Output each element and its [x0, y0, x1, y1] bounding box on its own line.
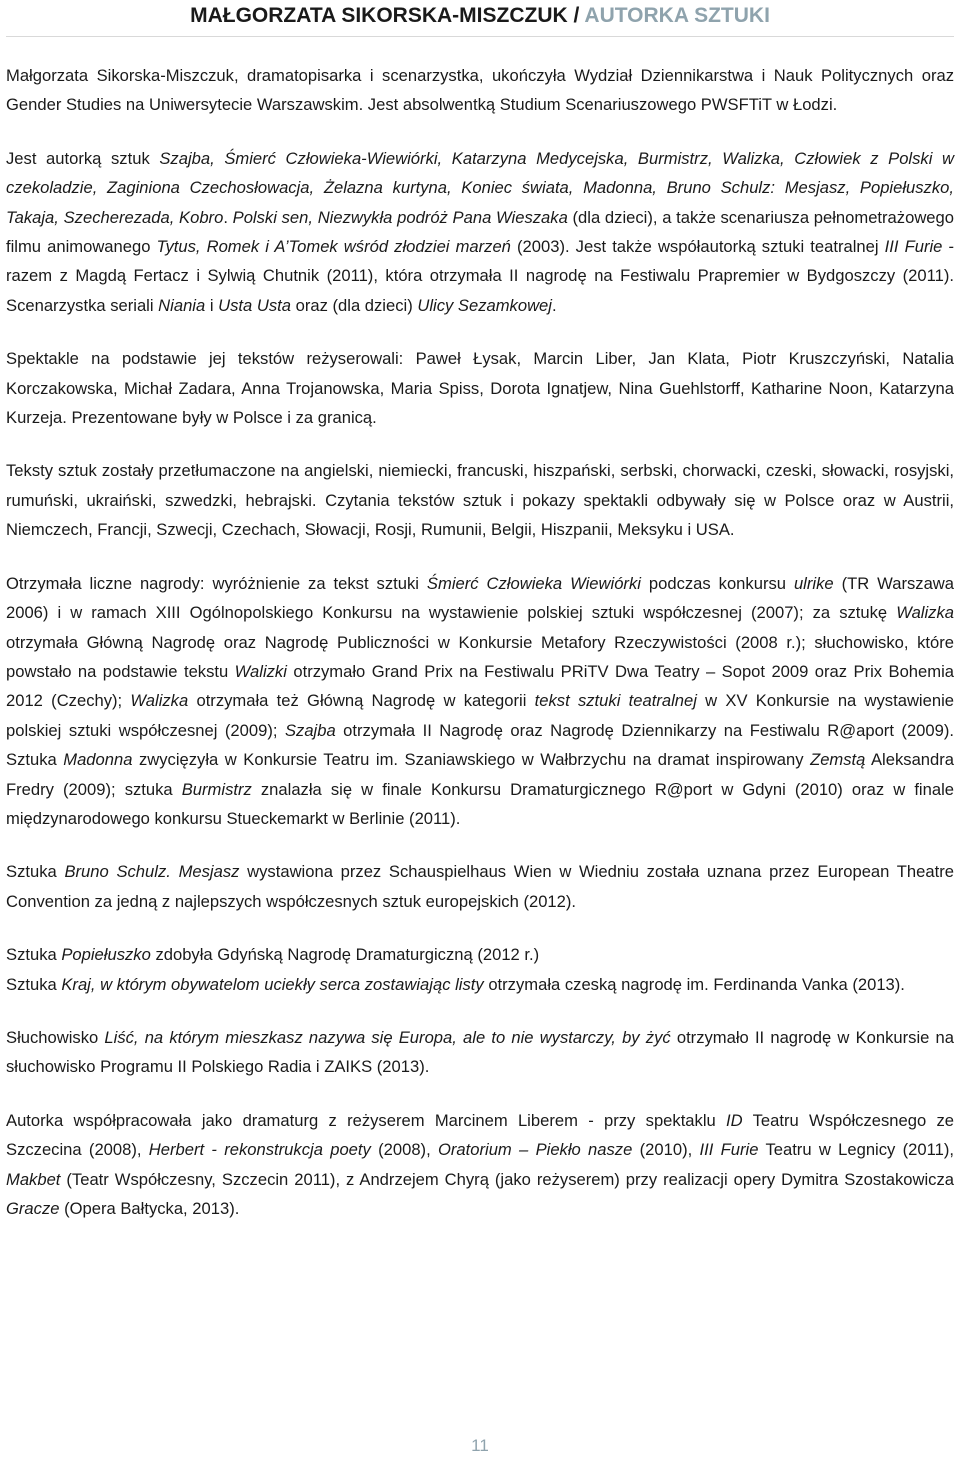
italic-title: III Furie	[699, 1140, 759, 1160]
text-run: Słuchowisko	[6, 1027, 105, 1047]
italic-title: Polski sen, Niezwykła podróż Pana Wieszaka	[232, 207, 568, 227]
text-run: Spektakle na podstawie jej tekstów reżyserowali: Paweł Łysak, Marcin Liber, Jan Klata, Piotr Kruszczyński, Natalia Korczakowska, Michał Zadara, Anna Trojanowska, Maria Spiss, Dorota Ignatjew, Nina Guehlstorff, Katharine Noon, Katarzyna Kurzeja. Prezentowane były w Polsce i za granicą.	[6, 349, 954, 428]
italic-title: Walizka	[130, 691, 189, 711]
text-run: (Opera Bałtycka, 2013).	[59, 1199, 240, 1218]
text-run: Sztuka	[6, 862, 65, 882]
italic-title: Usta Usta	[218, 295, 291, 315]
text-run: zdobyła Gdyńską Nagrodę Dramaturgiczną (2012 r.)	[150, 945, 540, 965]
text-run: Teatru w Legnicy (2011),	[758, 1140, 954, 1160]
paragraph	[6, 61, 954, 120]
italic-title: Szajba, Śmierć Człowieka-Wiewiórki, Katarzyna Medycejska, Burmistrz, Walizka, Człowiek z Polski w czekoladzie, Zaginiona Czechosłowacja, Żelazna kurtyna, Koniec świata, Madonna, Bruno Schulz: Mesjasz, Popiełuszko, Takaja, Szecherezada, Kobro	[6, 148, 954, 227]
italic-title: III Furie	[884, 237, 943, 257]
text-run: (dla dzieci), a także scenariusza pełnometrażowego filmu animowanego	[6, 207, 954, 257]
text-run: wystawiona przez Schauspielhaus Wien w Wiedniu została uznana przez European Theatre Convention za jedną z najlepszych współczesnych sztuk europejskich (2012).	[6, 862, 954, 911]
italic-title: Madonna	[63, 750, 133, 770]
text-run: oraz (dla dzieci)	[291, 295, 418, 315]
text-run: (2010),	[632, 1140, 700, 1160]
paragraph	[6, 456, 954, 544]
text-run: Teatru Współczesnego ze Szczecina (2008),	[6, 1110, 954, 1160]
text-run: otrzymało Grand Prix na Festiwalu PRiTV Dwa Teatry – Sopot 2009 oraz Prix Bohemia 2012 (Czechy);	[6, 661, 954, 711]
text-run: Sztuka	[6, 945, 62, 965]
text-run: otrzymało II nagrodę w Konkursie na słuchowisko Programu II Polskiego Radia i ZAIKS (2013).	[6, 1027, 954, 1077]
text-run: i	[205, 295, 219, 315]
italic-title: tekst sztuki teatralnej	[534, 691, 697, 711]
italic-title: Kraj, w którym obywatelom uciekły serca zostawiając listy	[61, 974, 484, 994]
text-run: otrzymała II Nagrodę oraz Nagrodę Dziennikarzy na Festiwalu R@aport (2009). Sztuka	[6, 720, 954, 770]
text-run: otrzymała czeską nagrodę im. Ferdinanda Vanka (2013).	[483, 974, 905, 994]
text-run: znalazła się w finale Konkursu Dramaturgicznego R@port w Gdyni (2010) oraz w finale międzynarodowego konkursu Stueckemarkt w Berlinie (2011).	[6, 779, 954, 828]
text-run: - razem z Magdą Fertacz i Sylwią Chutnik (2011), która otrzymała II nagrodę na Festiwalu Prapremier w Bydgoszczy (2011). Scenarzystka seriali	[6, 237, 955, 315]
paragraph	[6, 1023, 954, 1082]
header-role: AUTORKA SZTUKI	[584, 4, 770, 27]
paragraph	[6, 970, 954, 999]
text-run: Otrzymała liczne nagrody: wyróżnienie za tekst sztuki	[6, 573, 427, 593]
italic-title: Gracze	[6, 1199, 60, 1218]
italic-title: ulrike	[793, 573, 834, 593]
text-run: .	[223, 207, 233, 227]
text-run: .	[551, 295, 557, 315]
text-run: w XV Konkursie na wystawienie polskiej sztuki współczesnej (2009);	[6, 691, 954, 740]
text-run: zwycięzyła w Konkursie Teatru im. Szaniawskiego w Wałbrzychu na dramat inspirowany	[132, 750, 811, 770]
italic-title: Szajba	[284, 720, 336, 740]
text-run: Jest autorką sztuk	[6, 148, 160, 168]
text-run: Aleksandra Fredry (2009); sztuka	[6, 750, 955, 799]
italic-title: Herbert - rekonstrukcja poety	[148, 1140, 371, 1160]
page-header	[6, 2, 954, 37]
text-run: otrzymała Główną Nagrodę oraz Nagrodę Publiczności w Konkursie Metafory Rzeczywistości (2008 r.); słuchowisko, które powstało na podstawie tekstu	[6, 632, 954, 681]
italic-title: Śmierć Człowieka Wiewiórki	[426, 573, 641, 593]
italic-title: Oratorium – Piekło nasze	[437, 1140, 633, 1160]
paragraph	[6, 857, 954, 916]
text-run: Autorka współpracowała jako dramaturg z reżyserem Marcinem Liberem - przy spektaklu	[6, 1110, 727, 1130]
italic-title: Bruno Schulz. Mesjasz	[64, 862, 240, 882]
document-page	[6, 0, 954, 1460]
text-run: otrzymała też Główną Nagrodę w kategorii	[188, 691, 535, 711]
text-run: (Teatr Współczesny, Szczecin 2011), z Andrzejem Chyrą (jako reżyserem) przy realizacji opery Dymitra Szostakowicza	[60, 1169, 954, 1189]
italic-title: Walizki	[234, 661, 287, 681]
text-run: (2003). Jest także współautorką sztuki teatralnej	[510, 237, 885, 257]
text-run: Sztuka	[6, 974, 62, 994]
text-run: Teksty sztuk zostały przetłumaczone na angielski, niemiecki, francuski, hiszpański, serbski, chorwacki, czeski, słowacki, rosyjski, rumuński, ukraiński, szwedzki, hebrajski. Czytania tekstów sztuk i pokazy spektakli odbywały się w Polsce oraz w Austrii, Niemczech, Francji, Szwecji, Czechach, Słowacji, Rosji, Rumunii, Belgii, Hiszpanii, Meksyku i USA.	[6, 461, 954, 540]
italic-title: Niania	[158, 295, 206, 315]
italic-title: Liść, na którym mieszkasz nazywa się Europa, ale to nie wystarczy, by żyć	[104, 1027, 671, 1047]
paragraph	[6, 144, 954, 320]
paragraph	[6, 344, 954, 432]
italic-title: Makbet	[6, 1169, 61, 1189]
italic-title: Popiełuszko	[61, 945, 151, 965]
header-author-name: MAŁGORZATA SIKORSKA-MISZCZUK	[190, 4, 568, 27]
paragraph	[6, 940, 954, 969]
text-run: Małgorzata Sikorska-Miszczuk, dramatopisarka i scenarzystka, ukończyła Wydział Dziennikarstwa i Nauk Politycznych oraz Gender Studies na Uniwersytecie Warszawskim. Jest absolwentką Studium Scenariuszowego PWSFTiT w Łodzi.	[6, 66, 954, 115]
paragraph	[6, 1106, 954, 1224]
text-run: (2008),	[370, 1140, 438, 1160]
italic-title: Zemstą	[810, 750, 866, 770]
body-text	[6, 61, 954, 1223]
italic-title: Walizka	[896, 603, 954, 623]
italic-title: Tytus, Romek i A’Tomek wśród złodziei marzeń	[156, 237, 511, 257]
italic-title: ID	[726, 1110, 743, 1130]
paragraph	[6, 569, 954, 834]
header-separator: /	[567, 4, 585, 27]
italic-title: Burmistrz	[181, 779, 252, 799]
page-number: 11	[471, 1436, 489, 1455]
text-run: podczas konkursu	[640, 573, 794, 593]
text-run: (TR Warszawa 2006) i w ramach XIII Ogólnopolskiego Konkursu na wystawienie polskiej sztuki współczesnej (2007); za sztukę	[6, 573, 955, 623]
italic-title: Ulicy Sezamkowej	[417, 295, 552, 315]
